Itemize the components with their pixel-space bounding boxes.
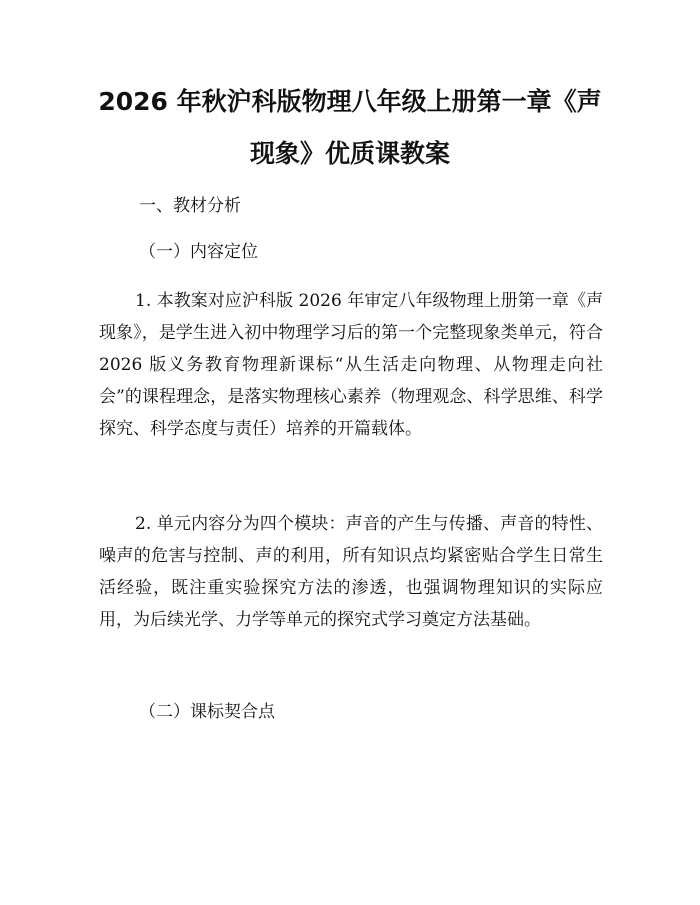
document-title — [80, 76, 620, 180]
paragraph-1: 1. 本教案对应沪科版 2026 年审定八年级物理上册第一章《声现象》，是学生进入初中物理学习后的第一个完整现象类单元，符合 2026 版义务教育物理新课标“从生活走向物理、从物理走向社会”的课程理念，是落实物理核心素养（物理观念、科学思维、科学探究、科学态度与责任）培养的开篇载体。 — [99, 291, 603, 439]
subsection-heading-content-positioning: （一）内容定位 — [139, 242, 258, 262]
title-line-1: 2026 年秋沪科版物理八年级上册第一章《声 — [98, 87, 602, 116]
subsection-heading-curriculum-alignment: （二）课标契合点 — [139, 702, 275, 722]
title-line-2: 现象》优质课教案 — [249, 139, 450, 168]
paragraph-2: 2. 单元内容分为四个模块：声音的产生与传播、声音的特性、噪声的危害与控制、声的利用，所有知识点均紧密贴合学生日常生活经验，既注重实验探究方法的渗透，也强调物理知识的实际应用，为后续光学、力学等单元的探究式学习奠定方法基础。 — [99, 514, 603, 630]
section-heading-textbook-analysis: 一、教材分析 — [139, 196, 241, 216]
